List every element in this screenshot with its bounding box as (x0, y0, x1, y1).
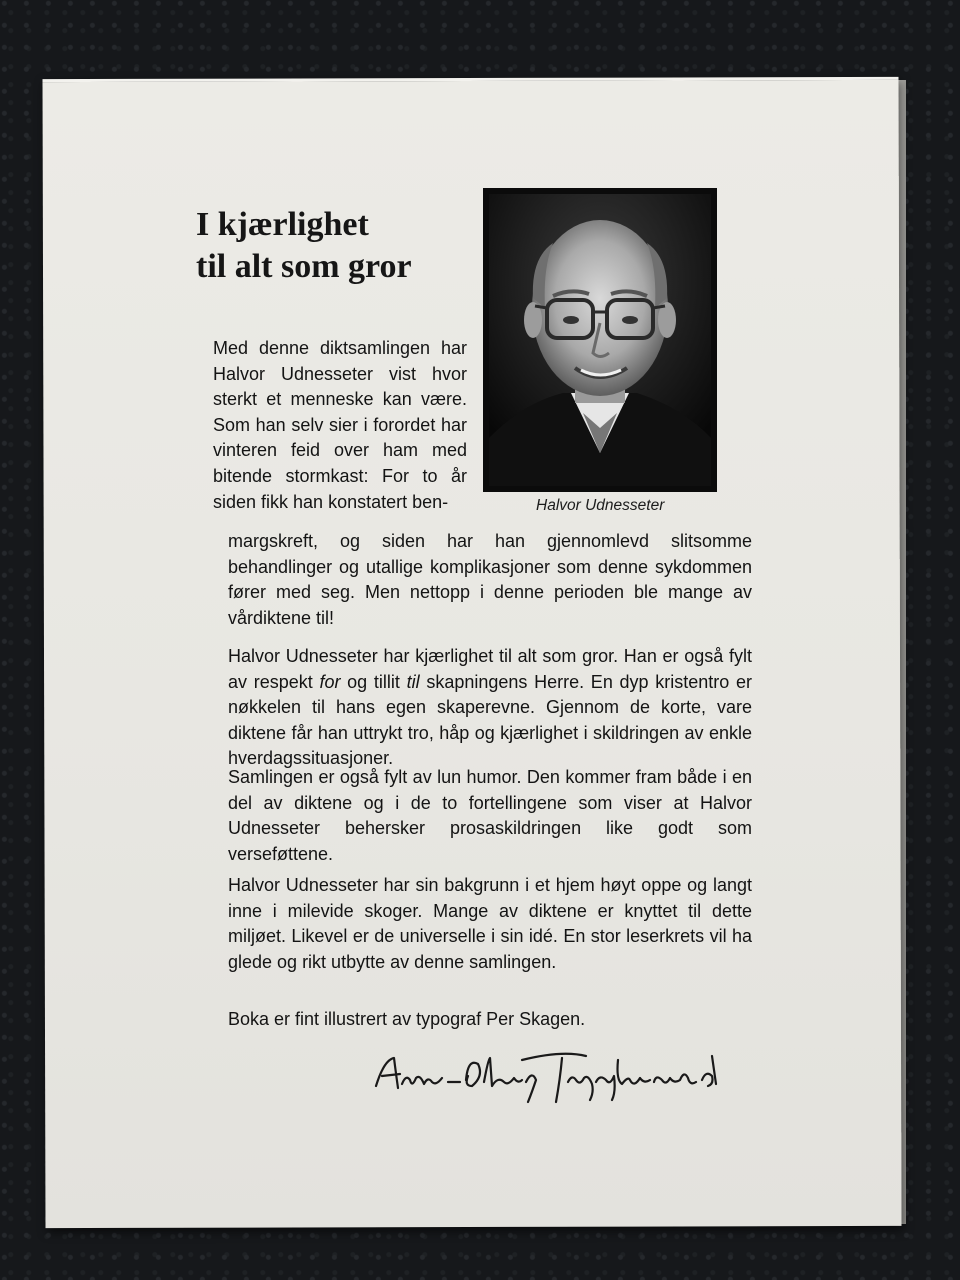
title-line-2: til alt som gror (196, 248, 412, 285)
paragraph-2-text-a: Halvor Udnesseter har kjærlighet til alt som gror. Han er også fylt av respekt (228, 646, 752, 692)
paragraph-1-part-1: Med denne diktsamlingen har Halvor Udnesseter vist hvor sterkt et menneske kan være. Som han selv sier i forordet har vinteren feid over ham med bitende stormkast: For to år siden fikk han konstatert ben- (213, 338, 467, 512)
photo-caption: Halvor Udnesseter (536, 497, 665, 514)
handwritten-signature (372, 1040, 732, 1110)
paragraph-5: Boka er fint illustrert av typograf Per Skagen. (228, 1009, 586, 1029)
paragraph-2-text-b: og tillit (340, 671, 407, 692)
paragraph-2-emphasis-for: for (319, 671, 341, 692)
paragraph-1-part-2: margskreft, og siden har han gjennomlevd slitsomme behandlinger og utallige komplikasjoner som denne sykdommen fører med seg. Men nettopp i denne perioden ble mange av vårdiktene til! (228, 531, 752, 628)
author-photo (483, 188, 717, 492)
paragraph-2-emphasis-til: til (406, 671, 420, 692)
author-portrait-image (483, 188, 717, 492)
paragraph-2 (228, 644, 752, 772)
paragraph-3: Samlingen er også fylt av lun humor. Den kommer fram både i en del av diktene og i de to fortellingene som viser at Halvor Udnesseter behersker prosaskildringen like godt som verseføttene. (228, 767, 752, 864)
title-line-1: I kjærlighet (196, 206, 369, 243)
paragraph-2-text-c: skapningens Herre. En dyp kristentro er nøkkelen til hans egen skaperevne. Gjennom de korte, vare diktene får han uttrykt tro, håp og kjærlighet i skildringen av enkle hverdagssituasjoner. (228, 671, 752, 769)
paragraph-4: Halvor Udnesseter har sin bakgrunn i et hjem høyt oppe og langt inne i milevide skoger. Mange av diktene er knyttet til dette miljøet. Likevel er de universelle i sin idé. En stor leserkrets vil ha glede og rikt utbytte av denne samlingen. (228, 875, 752, 972)
book-title (196, 204, 412, 288)
